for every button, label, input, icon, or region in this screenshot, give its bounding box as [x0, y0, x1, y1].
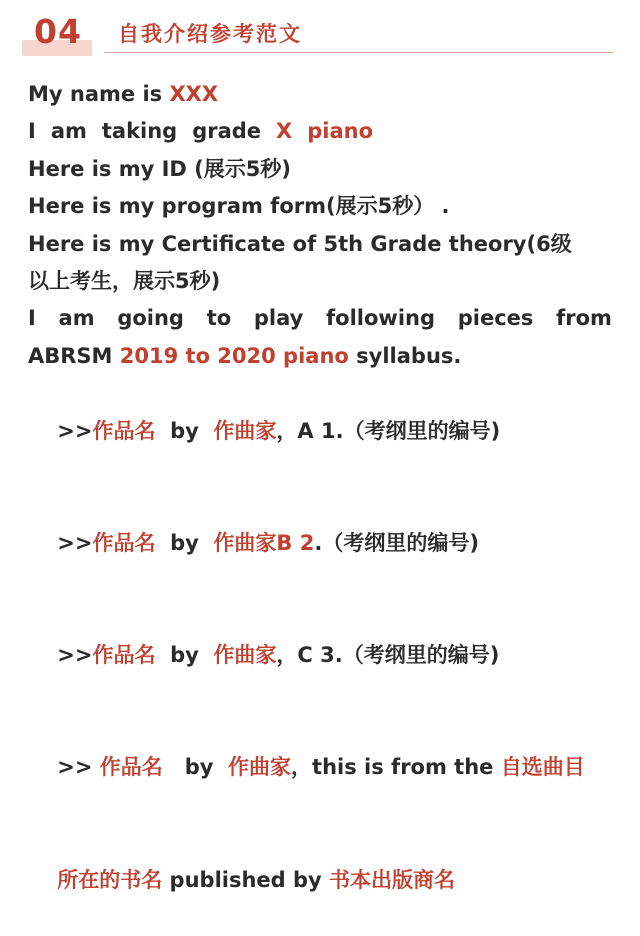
text-line-name [28, 76, 612, 113]
word: am [50, 119, 87, 144]
line-text: ，A 1.（考纲里的编号) [276, 418, 501, 443]
word: am [58, 306, 95, 331]
section-title: 自我介绍参考范文 [118, 22, 302, 46]
word: I [28, 119, 36, 144]
text-line-piece-a [28, 375, 612, 487]
text-line-program-form: Here is my program form(展示5秒） . [28, 194, 450, 219]
word: grade [192, 119, 262, 144]
line-text: >> [57, 530, 93, 555]
placeholder-composer: 作曲家 [213, 643, 277, 668]
syllabus-year: 2019 to 2020 piano [119, 343, 349, 368]
placeholder-publisher: 书本出版商名 [329, 867, 456, 892]
intro-template-text [28, 76, 612, 936]
text-line-own-choice [28, 712, 612, 824]
line-text: by [162, 755, 229, 780]
placeholder-piece: 作品名 [92, 418, 156, 443]
word: I [28, 306, 36, 331]
line-text: >> [57, 643, 93, 668]
text-line-certificate: Here is my Certificate of 5th Grade theory(6级 [28, 231, 572, 256]
word: to [206, 306, 232, 331]
header-divider [104, 52, 614, 53]
line-text: ，this is from the [291, 755, 501, 780]
placeholder-piece: 作品名 [99, 755, 163, 780]
placeholder-instrument: piano [307, 119, 373, 144]
line-text: by [155, 530, 214, 555]
placeholder-name: XXX [169, 82, 219, 106]
word: pieces [457, 306, 534, 331]
line-text: by [155, 418, 214, 443]
line-text: ，C 3.（考纲里的编号) [276, 643, 500, 668]
placeholder-composer: 作曲家 [228, 755, 292, 780]
word: taking [101, 119, 178, 144]
line-text: >> [57, 755, 100, 780]
text-line-piece-b [28, 487, 612, 599]
placeholder-composer: 作曲家 [213, 418, 277, 443]
line-text: syllabus. [348, 343, 462, 368]
word: going [117, 306, 184, 331]
text-line-grade [28, 113, 373, 150]
placeholder-composer: 作曲家B 2 [213, 530, 315, 555]
placeholder-own-choice: 自选曲目 [500, 755, 585, 780]
text-line-syllabus [28, 338, 612, 375]
line-text: My name is [28, 82, 170, 106]
word: play [253, 306, 304, 331]
text-line-certificate-cont: 以上考生，展示5秒) [28, 269, 221, 294]
placeholder-book-title: 所在的书名 [57, 867, 163, 892]
word: from [556, 306, 612, 331]
placeholder-piece: 作品名 [92, 530, 156, 555]
section-number: 04 [34, 12, 82, 51]
line-text: .（考纲里的编号) [314, 530, 479, 555]
line-text: by [155, 643, 214, 668]
word: following [326, 306, 436, 331]
section-header [0, 0, 640, 60]
line-text: ABRSM [28, 343, 120, 368]
text-line-publisher [28, 824, 612, 936]
line-text: published by [162, 867, 330, 892]
text-line-id: Here is my ID (展示5秒) [28, 156, 291, 181]
line-text: >> [57, 418, 93, 443]
placeholder-piece: 作品名 [92, 643, 156, 668]
text-line-piece-c [28, 600, 612, 712]
placeholder-grade: X [276, 119, 293, 144]
text-line-pieces [28, 300, 612, 337]
